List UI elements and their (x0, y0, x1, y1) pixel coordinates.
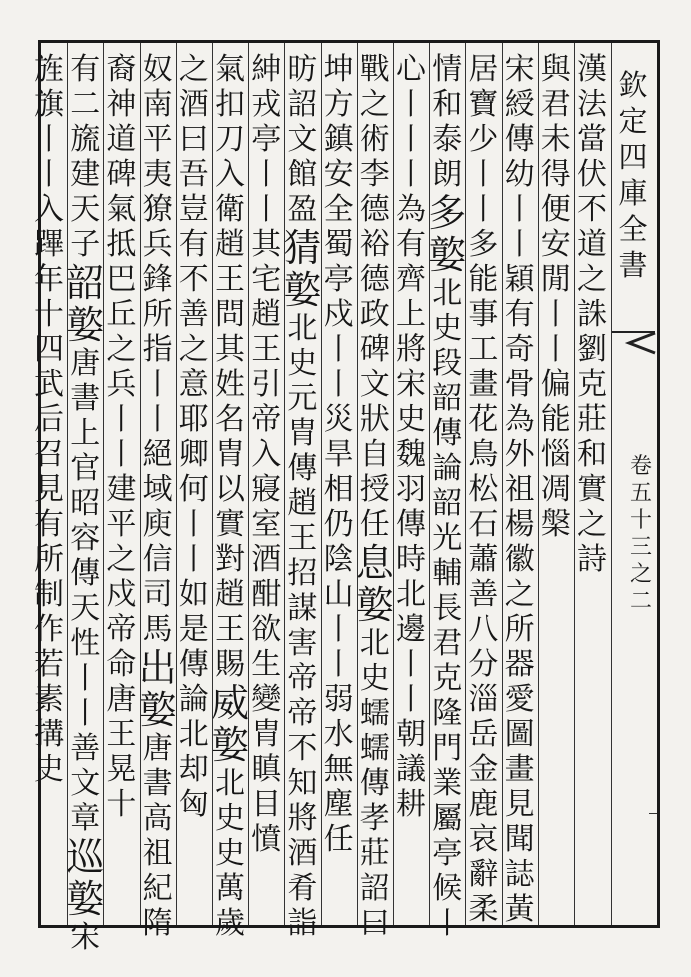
column-rule (538, 43, 539, 925)
text-column (282, 52, 322, 941)
text-segment: 唐 書 高 祖 紀 隋 (142, 731, 173, 941)
column-rule (67, 43, 68, 925)
column-rule (176, 43, 177, 925)
text-column (246, 52, 286, 922)
text-segment: 戰 之 術 李 德 裕 德 政 碑 文 狀 自 授 任 (359, 52, 390, 542)
text-segment: 北 史 段 韶 傳 論 韶 光 輔 長 君 克 隆 門 業 屬 亭 候 丨 (432, 276, 463, 941)
text-segment: 心 丨 丨 (396, 52, 426, 157)
volume-label: 卷 五 十 三 之 二 (629, 454, 652, 614)
text-segment: 北 史 蠕 蠕 傳 孝 莊 詔 曰 (359, 626, 390, 941)
text-segment: 其 宅 趙 王 引 帝 入 寢 室 酒 酣 欲 生 變 胄 瞋 目 憤 (251, 227, 282, 857)
text-column (536, 52, 576, 922)
text-segment: 昉 詔 文 館 盈 (287, 52, 318, 227)
text-segment: 史 (34, 752, 64, 787)
text-segment: 丨 為 有 齊 上 將 宋 史 魏 羽 傳 時 北 邊 丨 丨 朝 議 耕 (396, 157, 426, 822)
column-rule (502, 43, 503, 925)
text-column (391, 52, 431, 922)
book-title: 欽 定 四 庫 全 書 (618, 68, 648, 282)
text-segment: 與 君 未 得 便 安 閒 丨 丨 偏 能 惱 凋 槃 (540, 52, 571, 542)
column-rule (465, 43, 466, 925)
entry-heading: 息 嬜 (355, 541, 394, 627)
text-column (463, 52, 503, 927)
text-segment: 居 寶 少 丨 丨 多 能 事 工 畫 花 鳥 松 石 蕭 善 八 分 淄 岳 金 鹿 哀 辭 柔 (468, 52, 499, 927)
column-rule (321, 43, 322, 925)
text-column (29, 52, 69, 922)
text-column (210, 52, 250, 941)
text-segment: 宋 綬 傳 幼 丨 丨 穎 有 奇 骨 為 外 祖 楊 徽 之 所 器 愛 圖 畫 見 聞 誌 黃 (504, 52, 535, 927)
text-column (174, 52, 214, 922)
text-segment: 裔 神 道 碑 氣 抵 巴 丘 之 兵 丨 丨 建 平 之 戍 (106, 52, 137, 612)
text-column (355, 52, 395, 941)
text-segment: 之 酒 曰 吾 豈 有 不 善 之 意 耶 卿 何 丨 丨 如 是 (178, 52, 209, 647)
text-column (572, 52, 612, 922)
text-segment: 帝 命 唐 王 晃 十 (106, 612, 137, 822)
text-segment: 奴 南 平 夷 獠 兵 鋒 所 指 丨 丨 絕 域 庾 信 司 馬 (142, 52, 173, 647)
column-rule (284, 43, 285, 925)
entry-heading: 出 嬜 (138, 646, 177, 732)
text-segment: 坤 方 鎮 安 全 蜀 亭 戍 丨 丨 災 旱 相 仍 (323, 52, 354, 542)
text-segment: 北 史 史 萬 歲 (215, 766, 245, 941)
column-rule (248, 43, 249, 925)
text-segment: 漢 法 當 伏 不 道 之 誅 劉 克 莊 和 實 之 詩 (577, 52, 607, 577)
text-segment: 唐 書 上 官 昭 容 傳 天 性 丨 丨 善 文 章 (70, 346, 101, 836)
text-column (500, 52, 540, 927)
column-rule (103, 43, 104, 925)
column-rule (357, 43, 358, 925)
text-segment: 北 史 元 胄 傳 趙 王 招 謀 害 帝 帝 不 知 將 酒 肴 詣 (287, 311, 318, 941)
column-rule (574, 43, 575, 925)
entry-heading: 巡 嬜 (66, 835, 105, 921)
column-rule (212, 43, 213, 925)
text-column (101, 52, 141, 922)
text-segment: 氣 扣 刀 入 衛 趙 王 問 其 姓 名 胄 以 實 對 趙 王 賜 (215, 52, 245, 682)
text-segment: 傳 論 北 却 匈 (178, 647, 209, 822)
entry-heading: 韶 嬜 (66, 261, 105, 347)
column-rule (393, 43, 394, 925)
text-segment: 陰 山 丨 丨 弱 水 無 塵 任 (323, 542, 354, 857)
text-column (319, 52, 359, 922)
text-segment: 情 和 泰 朗 (432, 52, 463, 192)
text-segment: 年 十 四 武 后 召 見 有 所 制 作 若 素 搆 (34, 262, 64, 752)
fishtail-mark (611, 331, 655, 355)
edge-tick (649, 813, 657, 814)
entry-heading: 威 嬜 (210, 681, 249, 767)
column-rule (429, 43, 430, 925)
column-rule (140, 43, 141, 925)
text-column (65, 52, 105, 955)
page-edge-strip (611, 43, 657, 925)
entry-heading: 多 嬜 (428, 191, 467, 277)
entry-heading: 猜 嬜 (283, 226, 322, 312)
text-column (138, 52, 178, 941)
column-rule (611, 43, 612, 925)
text-segment: 有 二 旒 建 天 子 (70, 52, 101, 262)
text-segment: 紳 戎 亭 丨 丨 (251, 52, 282, 227)
text-column (427, 52, 467, 941)
text-segment: 旌 旗 丨 丨 入 蹕 (34, 52, 64, 262)
text-segment: 宋 (70, 920, 101, 955)
